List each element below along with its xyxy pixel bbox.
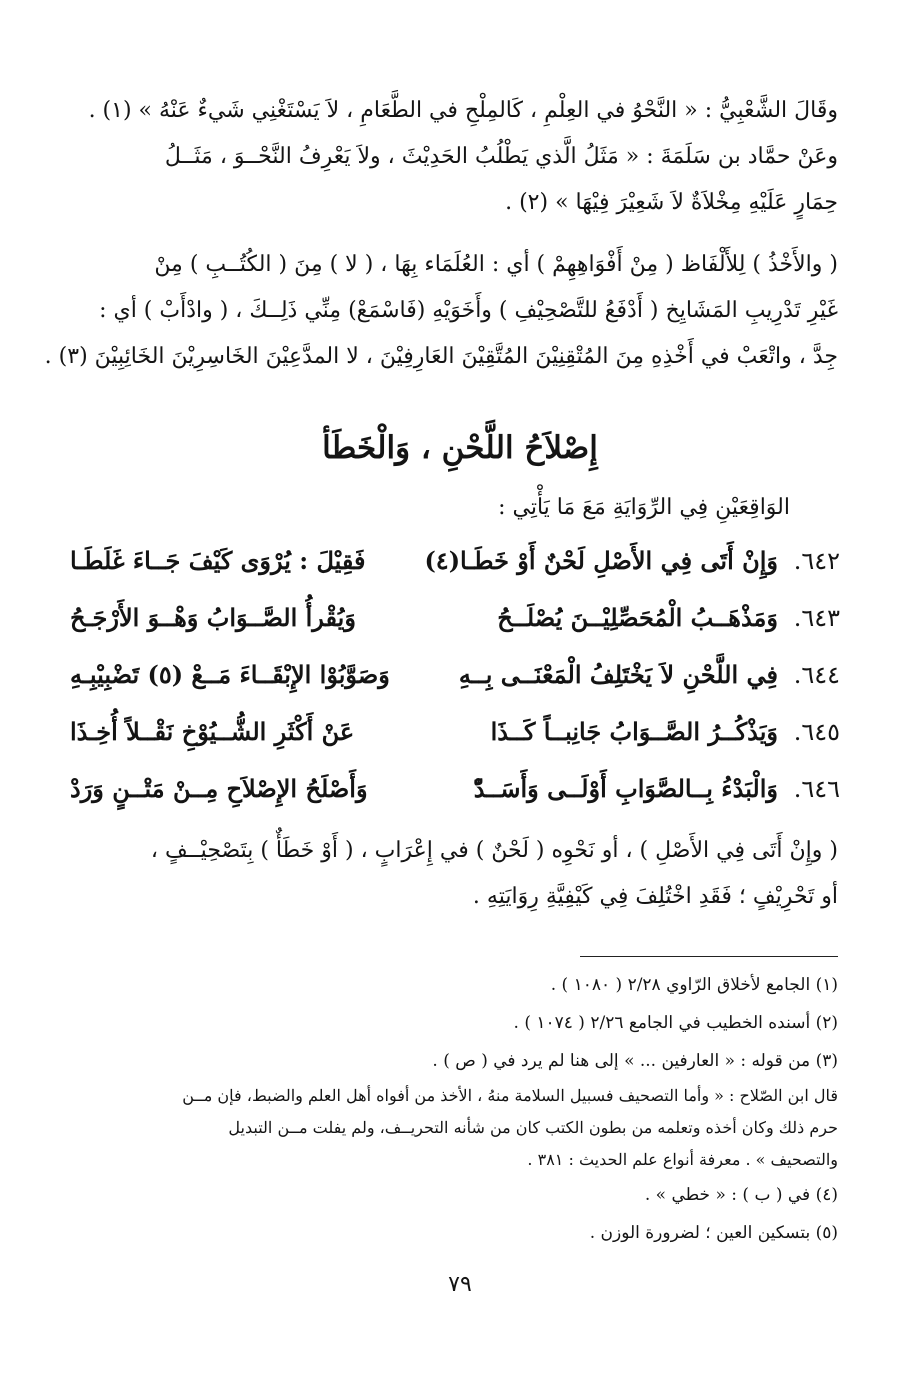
section-heading: إِصْلاَحُ اللَّحْنِ ، وَالْخَطَأ	[322, 430, 598, 466]
footnote: (٣) من قوله : « العارفين ... » إلى هنا لم يرد في ( ص ) .	[432, 1051, 838, 1071]
text-line: وقَالَ الشَّعْبِيُّ : « النَّحْوُ في العِلْمِ ، كَالمِلْحِ في الطَّعَامِ ، لاَ يَسْتَغْنِي شَيءٌ عَنْهُ » (١) .	[88, 98, 838, 123]
text-line: حِمَارٍ عَلَيْهِ مِخْلاَةٌ لاَ شَعِيْرَ فِيْهَا » (٢) .	[505, 190, 838, 215]
text-line: ( وإِنْ أَتَى فِي الأَصْلِ ) ، أو نَحْوِه ( لَحْنٌ ) في إِعْرَابٍ ، ( أَوْ خَطَأٌ ) بِتَصْحِيْــفٍ ،	[150, 838, 838, 863]
verse-second-hemistich: فَقِيْلَ : يُرْوَى كَيْفَ جَــاءَ غَلَطَـا	[70, 546, 366, 575]
verse-second-hemistich: وَصَوَّبُوْا الإِبْقَــاءَ مَــعْ (٥) تَضْبِيْبِـهِ	[70, 660, 390, 689]
verse-number: ٦٤٦.	[793, 774, 840, 803]
verse-number: ٦٤٥.	[793, 717, 840, 746]
verse-second-hemistich: وَأَصْلَحُ الإِصْلاَحِ مِــنْ مَتْــنٍ وَرَدْ	[70, 774, 368, 803]
verse-row	[70, 532, 840, 589]
footnote-continuation: حرم ذلك وكان أخذه وتعلمه من بطون الكتب كان من شأنه التحريــف، ولم يفلت مــن التبديل	[228, 1118, 838, 1137]
verse-first-hemistich: وَإِنْ أَتَى فِي الأَصْلِ لَحْنٌ أَوْ خَطَـا(٤)	[424, 546, 778, 575]
verse-number: ٦٤٢.	[793, 546, 840, 575]
verse-row	[70, 646, 840, 703]
verse-list	[70, 532, 840, 817]
footnote: (٤) في ( ب ) : « خطي » .	[644, 1185, 838, 1205]
verse-first-hemistich: فِي اللَّحْنِ لاَ يَخْتَلِفُ الْمَعْنَــى بِــهِ	[458, 660, 778, 689]
verse-second-hemistich: عَنْ أَكْثَرِ الشُّــيُوْخِ نَقْــلاً أُخِـذَا	[70, 717, 355, 746]
commentary-paragraph	[44, 242, 838, 380]
verse-row	[70, 760, 840, 817]
verse-row	[70, 589, 840, 646]
verse-number: ٦٤٤.	[793, 660, 840, 689]
text-line: غَيْرِ تَدْرِيبِ المَشَايِخ ( أَدْفَعُ للتَّصْحِيْفِ ) وأَخَوَيْهِ (فَاسْمَعْ) مِنِّي ذَلِــكَ ، ( وادْأَبْ ) أي :	[99, 298, 838, 323]
verse-second-hemistich: وَيُقْرأُ الصَّــوَابُ وَهْــوَ الأَرْجَـحُ	[70, 603, 356, 632]
footnote-continuation: والتصحيف » . معرفة أنواع علم الحديث : ٣٨١ .	[527, 1150, 838, 1169]
footnote-continuation: قال ابن الصّلاح : « وأما التصحيف فسبيل السلامة منهُ ، الأخذ من أفواه أهل العلم والضبط، فإن مــن	[182, 1086, 838, 1105]
verse-first-hemistich: وَيَذْكُــرُ الصَّــوَابُ جَانِبــاً كَــذَا	[490, 717, 778, 746]
verse-row	[70, 703, 840, 760]
intro-paragraph	[82, 88, 838, 226]
section-intro: الوَاقِعَيْنِ فِي الرِّوَايَةِ مَعَ مَا يَأْتِي :	[498, 495, 790, 520]
footnote: (٥) بتسكين العين ؛ لضرورة الوزن .	[589, 1223, 838, 1243]
footnote: (١) الجامع لأخلاق الرّاوي ٢/٢٨ ( ١٠٨٠ ) .	[550, 975, 838, 995]
text-line: جِدَّ ، واتْعَبْ في أَخْذِهِ مِنَ المُتْقِنِيْنَ المُتَّقِيْنَ العَارِفِيْنَ ، لا المدَّعِيْنَ الخَاسِرِيْنَ الخَائِبِيْنَ (٣) .	[44, 344, 838, 369]
text-line: أو تَحْرِيْفٍ ؛ فَقَدِ اخْتُلِفَ فِي كَيْفِيَّةِ رِوَايَتِهِ .	[472, 884, 838, 909]
footnote-divider	[580, 956, 838, 957]
page-number: ٧٩	[448, 1272, 472, 1297]
text-line: وعَنْ حمَّاد بن سَلَمَةَ : « مَثَلُ الَّذي يَطْلُبُ الحَدِيْثَ ، ولاَ يَعْرِفُ النَّحْــوَ ، مَثَــلُ	[164, 144, 838, 169]
verse-first-hemistich: وَالْبَدْءُ بِــالصَّوَابِ أَوْلَــى وَأَسَــدّْ	[473, 774, 778, 803]
closing-paragraph	[82, 828, 838, 920]
footnote: (٢) أسنده الخطيب في الجامع ٢/٢٦ ( ١٠٧٤ ) .	[513, 1013, 838, 1033]
footnotes	[82, 966, 838, 1252]
verse-first-hemistich: وَمَذْهَــبُ الْمُحَصِّلِيْــنَ يُصْلَــحُ	[497, 603, 778, 632]
text-line: ( والأَخْذُ ) لِلأَلْفَاظ ( مِنْ أَفْوَاهِهِمْ ) أي : العُلَمَاء بِهَا ، ( لا ) مِنَ ( الكُتُــبِ ) مِنْ	[154, 252, 838, 277]
verse-number: ٦٤٣.	[793, 603, 840, 632]
